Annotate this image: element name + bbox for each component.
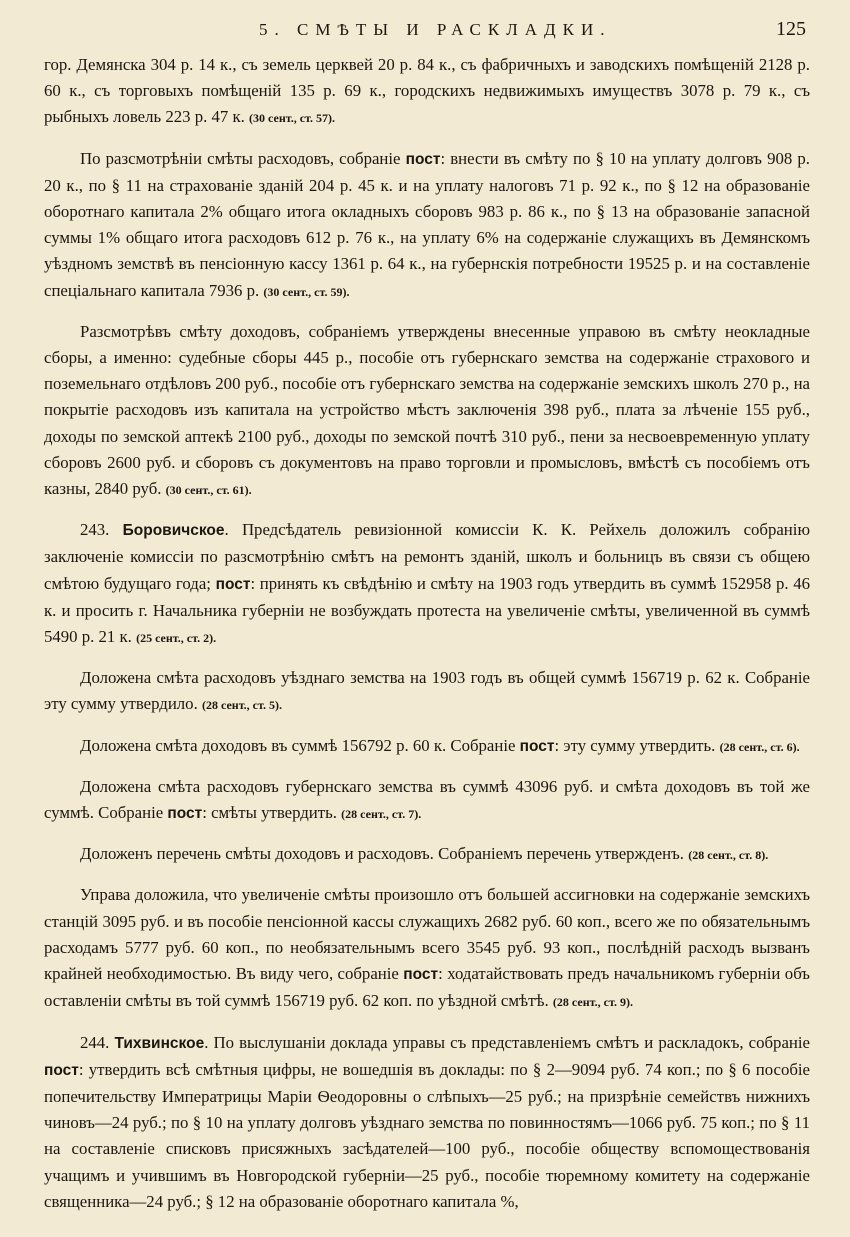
paragraph-text: гор. Демянска 304 р. 14 к., съ земель церквей 20 р. 84 к., съ фабричныхъ и заводскихъ помѣщеній 2128 р. 60 к., съ торговыхъ помѣщеній 135 р. 69 к., городскихъ недвижимыхъ имуществъ 3078 р. 79 к., съ рыбныхъ ловель 223 р. 47 к. bbox=[44, 55, 810, 127]
paragraph-text-cont: : принять къ свѣдѣнію и смѣту на 1903 годъ утвердить въ суммѣ 152958 р. 46 к. и просить г. Начальника губерніи не возбуждать протеста на увеличеніе смѣты, увеличенной въ суммѣ 5490 р. 21 к. bbox=[44, 573, 810, 647]
paragraph-text-lead: Доложена смѣта доходовъ въ суммѣ 156792 р. 60 к. Собраніе bbox=[80, 735, 516, 755]
resolution-keyword: пост bbox=[167, 805, 203, 823]
section-paragraph bbox=[44, 1030, 810, 1215]
resolution-keyword: пост bbox=[405, 150, 441, 168]
paragraph bbox=[44, 146, 810, 305]
paragraph-text: Доложена смѣта расходовъ уѣзднаго земства на 1903 годъ въ общей суммѣ 156719 р. 62 к. Собраніе эту сумму утвердило. bbox=[44, 668, 810, 714]
section-heading: Боровичское bbox=[122, 522, 225, 540]
session-reference: (30 сент., ст. 59). bbox=[263, 284, 350, 299]
resolution-keyword: пост bbox=[44, 1061, 79, 1079]
session-reference: (25 сент., ст. 2). bbox=[136, 631, 217, 646]
session-reference: (28 сент., ст. 7). bbox=[341, 807, 422, 822]
paragraph bbox=[44, 665, 810, 718]
paragraph-text-lead: Доложена смѣта расходовъ губернскаго земства въ суммѣ 43096 руб. и смѣта доходовъ въ той же суммѣ. Собраніе bbox=[44, 776, 810, 823]
paragraph-text: : ходатайствовать предъ начальникомъ губерніи объ оставленіи смѣты въ той суммѣ 156719 руб. 62 коп. по уѣздной смѣтѣ. bbox=[44, 964, 810, 1011]
paragraph bbox=[44, 319, 810, 503]
session-reference: (28 сент., ст. 5). bbox=[201, 698, 282, 713]
paragraph-text: . Предсѣдатель ревизіонной комиссіи К. К. Рейхель доложилъ собранію заключеніе комиссіи по разсмотрѣнію смѣтъ на ремонтъ зданій, школъ и больницъ въ связи съ общею смѣтою будущаго года; bbox=[44, 520, 810, 593]
paragraph-text: : внести въ смѣту по § 10 на уплату долговъ 908 р. 20 к., по § 11 на страхованіе зданій 204 р. 45 к. и на уплату налоговъ 71 р. 92 к., по § 12 на образованіе оборотнаго капитала 2% общаго итога окладныхъ сборовъ 983 р. 86 к., по § 13 на образованіе запасной суммы 1% общаго итога расходовъ 612 р. 76 к., на уплату 6% на содержаніе служащихъ въ Демянскомъ уѣздномъ земствѣ въ пенсіонную кассу 1361 р. 64 к., на губернскія потребности 19525 р. и на составленіе спеціальнаго капитала 7936 р. bbox=[44, 148, 810, 300]
section-heading: Тихвинское bbox=[114, 1034, 205, 1052]
paragraph-text: Доложенъ перечень смѣты доходовъ и расходовъ. Собраніемъ перечень утвержденъ. bbox=[80, 844, 684, 864]
session-reference: (30 сент., ст. 57). bbox=[249, 111, 336, 126]
running-head bbox=[44, 18, 810, 48]
session-reference: (28 сент., ст. 8). bbox=[688, 848, 769, 863]
paragraph bbox=[44, 774, 810, 827]
paragraph bbox=[44, 841, 810, 868]
body-text bbox=[44, 52, 810, 1215]
paragraph-text: : эту сумму утвердить. bbox=[554, 735, 716, 755]
session-reference: (30 сент., ст. 61). bbox=[165, 483, 252, 498]
section-number: 243. bbox=[80, 520, 110, 540]
session-reference: (28 сент., ст. 9). bbox=[552, 995, 633, 1010]
paragraph-text-lead: По разсмотрѣніи смѣты расходовъ, собраніе bbox=[80, 148, 401, 168]
session-reference: (28 сент., ст. 6). bbox=[719, 739, 800, 754]
resolution-keyword: пост bbox=[519, 737, 555, 755]
section-number: 244. bbox=[80, 1032, 110, 1052]
resolution-keyword: пост bbox=[215, 575, 251, 593]
paragraph-text-cont: : утвердить всѣ смѣтныя цифры, не вошедшія въ доклады: по § 2—9094 руб. 74 коп.; по § 6 пособіе попечительству Императрицы Маріи Ѳеодоровны о слѣпыхъ—25 руб.; на призрѣніе семействъ нижнихъ чиновъ—24 руб.; по § 10 на уплату долговъ уѣзднаго земства по повинностямъ—1066 руб. 75 коп.; по § 11 на составленіе списковъ присяжныхъ засѣдателей—100 руб., пособіе обществу вспомоществованія учащимъ и учившимъ въ Новгородской губерніи—25 руб., пособіе тюремному комитету на содержаніе священника—24 руб.; § 12 на образованіе оборотнаго капитала %, bbox=[44, 1059, 810, 1211]
paragraph-text: . По выслушаніи доклада управы съ представленіемъ смѣтъ и раскладокъ, собраніе bbox=[204, 1032, 810, 1052]
paragraph-text-lead: Управа доложила, что увеличеніе смѣты произошло отъ большей ассигновки на содержаніе земскихъ станцій 3095 руб. и въ пособіе пенсіонной кассы служащихъ 2682 руб. 60 коп., всего же по обязательнымъ расходамъ 5777 руб. 60 коп., по необязательнымъ всего 3545 руб. 93 коп., послѣдній расходъ вызванъ крайней необходимостью. Въ виду чего, собраніе bbox=[44, 885, 810, 984]
running-title: 5. СМѢТЫ И РАСКЛАДКИ. bbox=[259, 20, 612, 39]
resolution-keyword: пост bbox=[403, 966, 439, 984]
paragraph bbox=[44, 882, 810, 1015]
paragraph bbox=[44, 733, 810, 760]
paragraph-text: Разсмотрѣвъ смѣту доходовъ, собраніемъ утверждены внесенные управою въ смѣту неокладные сборы, а именно: судебные сборы 445 р., пособіе отъ губернскаго земства на содержаніе страхового и поземельнаго отдѣловъ 200 руб., пособіе отъ губернскаго земства на содержаніе земскихъ школъ 270 р., на покрытіе расходовъ изъ капитала на устройство мѣстъ заключенія 398 руб., плата за лѣченіе 155 руб., доходы по земской аптекѣ 2100 руб., доходы по земской почтѣ 310 руб., пени за несвоевременную уплату сборовъ 2600 руб. и сборовъ съ документовъ на право торговли и промысловъ, вмѣстѣ съ пособіемъ отъ казны, 2840 руб. bbox=[44, 321, 810, 499]
paragraph-text: : смѣты утвердить. bbox=[202, 803, 337, 823]
page-number: 125 bbox=[776, 18, 806, 40]
section-paragraph bbox=[44, 517, 810, 651]
paragraph-continued bbox=[44, 52, 810, 132]
